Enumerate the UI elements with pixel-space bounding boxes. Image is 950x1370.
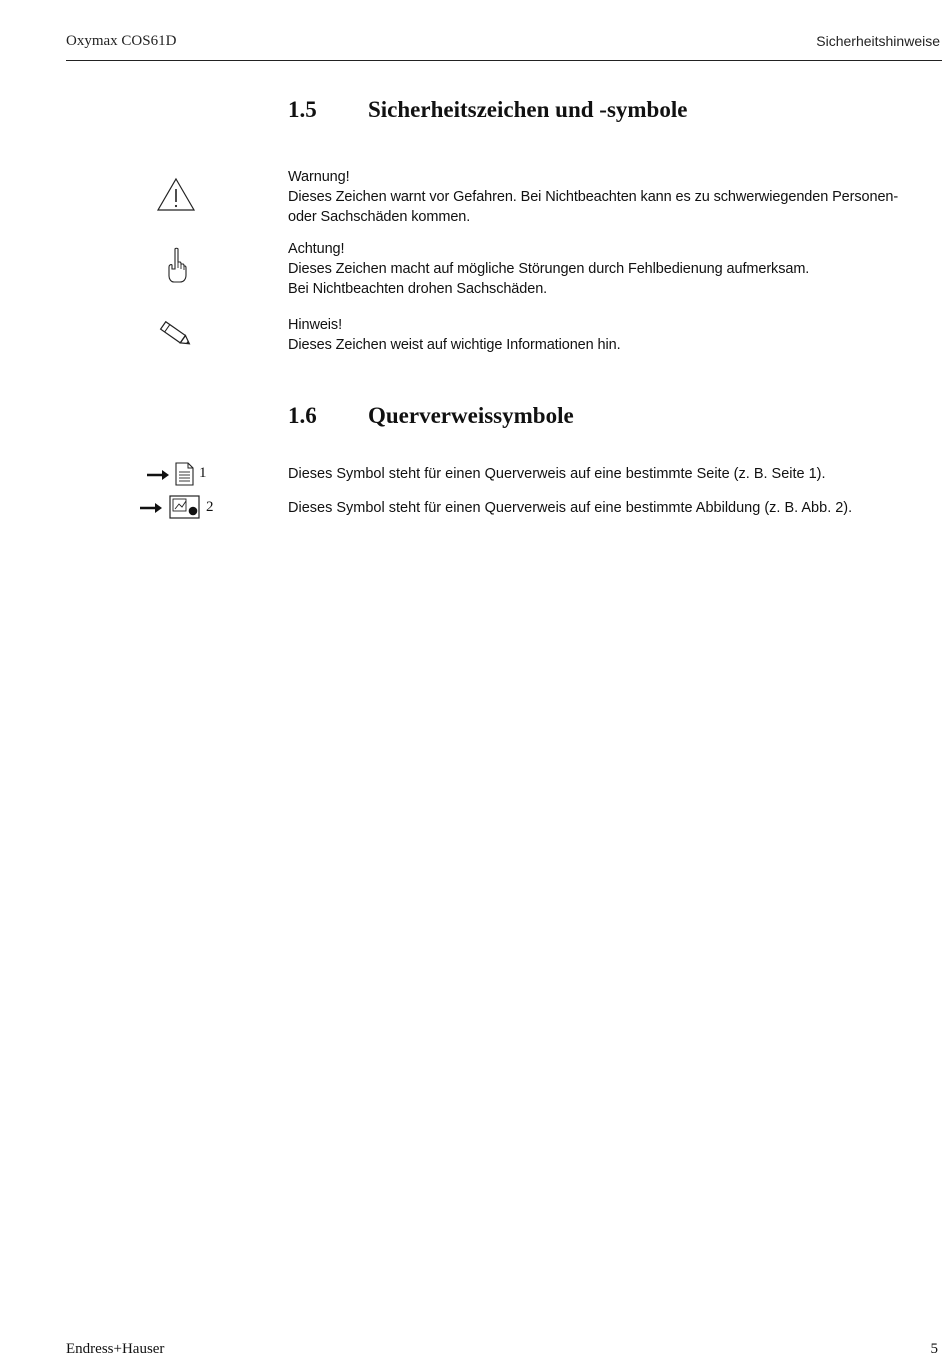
caution-title: Achtung! [288, 241, 345, 257]
pencil-icon [156, 318, 196, 352]
section-title: Sicherheitszeichen und -symbole [368, 97, 688, 122]
section-heading-1-5 [288, 97, 687, 123]
header-rule [66, 60, 942, 61]
warning-triangle-icon [156, 177, 196, 213]
warning-text-line2: oder Sachschäden kommen. [288, 209, 471, 225]
section-heading-1-6 [288, 403, 574, 429]
footer-page-number: 5 [930, 1341, 938, 1357]
note-text-line1: Dieses Zeichen weist auf wichtige Informationen hin. [288, 337, 621, 353]
footer-company: Endress+Hauser [66, 1341, 165, 1357]
pointing-hand-icon [166, 247, 188, 285]
warning-text-line1: Dieses Zeichen warnt vor Gefahren. Bei Nichtbeachten kann es zu schwerwiegenden Personen- [288, 189, 899, 205]
note-title: Hinweis! [288, 317, 342, 333]
figure-reference-number: 2 [206, 499, 214, 515]
note-block [288, 315, 938, 355]
caution-text-line1: Dieses Zeichen macht auf mögliche Störungen durch Fehlbedienung aufmerksam. [288, 261, 810, 277]
caution-text-line2: Bei Nichtbeachten drohen Sachschäden. [288, 281, 548, 297]
section-number: 1.6 [288, 403, 317, 428]
page-reference-text: Dieses Symbol steht für einen Querverweis auf eine bestimmte Seite (z. B. Seite 1). [288, 466, 826, 482]
header-product-name: Oxymax COS61D [66, 33, 177, 49]
header-section-name: Sicherheitshinweise [816, 33, 940, 49]
caution-block [288, 239, 938, 299]
figure-reference-text: Dieses Symbol steht für einen Querverweis auf eine bestimmte Abbildung (z. B. Abb. 2). [288, 500, 853, 516]
page-reference-icon [146, 462, 196, 486]
section-number: 1.5 [288, 97, 317, 122]
figure-reference-icon [139, 494, 203, 520]
warning-title: Warnung! [288, 169, 350, 185]
section-title: Querverweissymbole [368, 403, 574, 428]
warning-block [288, 167, 938, 227]
page-reference-number: 1 [199, 465, 207, 481]
